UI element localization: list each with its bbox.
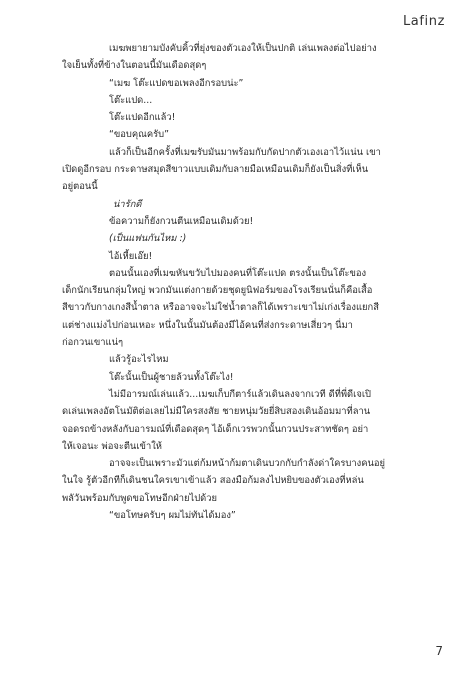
text-line: แล้วก็เป็นอีกครั้งที่เมฆรับมันมาพร้อมกับกัดปากตัวเองเอาไว้แน่น เขา xyxy=(109,146,381,158)
text-line: ก่อกวนเขาแน่ๆ xyxy=(62,337,124,349)
text-line: แล้วรู้อะไรไหม xyxy=(109,354,169,366)
text-line: โต๊ะแปด... xyxy=(109,94,153,106)
text-line: โต๊ะนั้นเป็นผู้ชายล้วนทั้งโต๊ะไง! xyxy=(109,371,234,383)
text-line: อาจจะเป็นเพราะมัวแต่ก้มหน้าก้มตาเดินบวกกับกำลังด่าใครบางคนอยู่ xyxy=(109,458,386,470)
text-line: ในใจ รู้ตัวอีกทีก็เดินชนใครเขาเข้าแล้ว สองมือก้มลงไปหยิบของตัวเองที่หล่น xyxy=(62,475,364,487)
text-line: “เมฆ โต๊ะแปดขอเพลงอีกรอบน่ะ” xyxy=(109,77,244,89)
running-header-title: Lafinz xyxy=(402,14,445,29)
text-line: ไอ้เหี้ยเอ๊ย! xyxy=(109,250,153,262)
text-line: อยู่ตอนนี้ xyxy=(62,181,98,193)
body-text xyxy=(62,40,447,524)
text-line: ไม่มีอารมณ์เล่นแล้ว...เมฆเก็บกีตาร์แล้วเดินลงจากเวที ดีที่พี่ดีเจเปิ xyxy=(109,388,371,400)
text-line: ดเล่นเพลงอัตโนมัติต่อเลยไม่มีใครสงสัย ชายหนุ่มวัยยี่สิบสองเดินอ้อมมาที่ลาน xyxy=(62,406,371,418)
text-line: สีขาวกับกางเกงสีน้ำตาล หรืออาจจะไม่ใช่น้ำตาลก็ได้เพราะเขาไม่เก่งเรื่องแยกสี xyxy=(62,302,379,314)
note-text-line: (เป็นแฟนกันไหม :) xyxy=(109,233,187,245)
note-text-line: น่ารักดี xyxy=(113,198,142,210)
text-line: พลัวันพร้อมกับพูดขอโทษอีกฝ่ายไปด้วย xyxy=(62,492,218,504)
page-number: 7 xyxy=(435,644,443,658)
text-line: จอดรถข้างหลังกับอารมณ์ที่เดือดสุดๆ ไอ้เด็กเวรพวกนั้นกวนประสาทชัดๆ อย่า xyxy=(62,423,369,435)
text-line: “ขอบคุณครับ” xyxy=(109,129,169,141)
text-line: เด็กนักเรียนกลุ่มใหญ่ พวกมันแต่งกายด้วยชุดยูนิฟอร์มของโรงเรียนนั่นก็คือเสื้อ xyxy=(62,285,373,297)
text-line: แต่ช่างแม่งไปก่อนเหอะ หนึ่งในนั้นมันต้องมีไอ้คนที่ส่งกระดาษเสี่ยวๆ นี่มา xyxy=(62,319,353,331)
text-line: “ขอโทษครับๆ ผมไม่ทันได้มอง” xyxy=(109,510,236,522)
text-line: ให้เจอนะ พ่อจะตีนเข้าให้ xyxy=(62,440,162,452)
text-line: เมฆพยายามบังคับคิ้วที่ยุ่งของตัวเองให้เป็นปกติ เล่นเพลงต่อไปอย่าง xyxy=(109,43,377,54)
text-line: ใจเย็นทั้งที่ข้างในตอนนี้มันเดือดสุดๆ xyxy=(62,60,207,72)
text-line: ข้อความก็ยังกวนตีนเหมือนเดิมด้วย! xyxy=(109,215,254,227)
text-line: ตอนนั้นเองที่เมฆหันขวับไปมองคนที่โต๊ะแปด ตรงนั้นเป็นโต๊ะของ xyxy=(109,267,367,279)
text-line: โต๊ะแปดอีกแล้ว! xyxy=(109,112,176,124)
text-line: เปิดดูอีกรอบ กระดาษสมุดสีขาวแบบเดิมกับลายมือเหมือนเดิมก็ยังเป็นสิ่งที่เห็น xyxy=(62,164,369,176)
